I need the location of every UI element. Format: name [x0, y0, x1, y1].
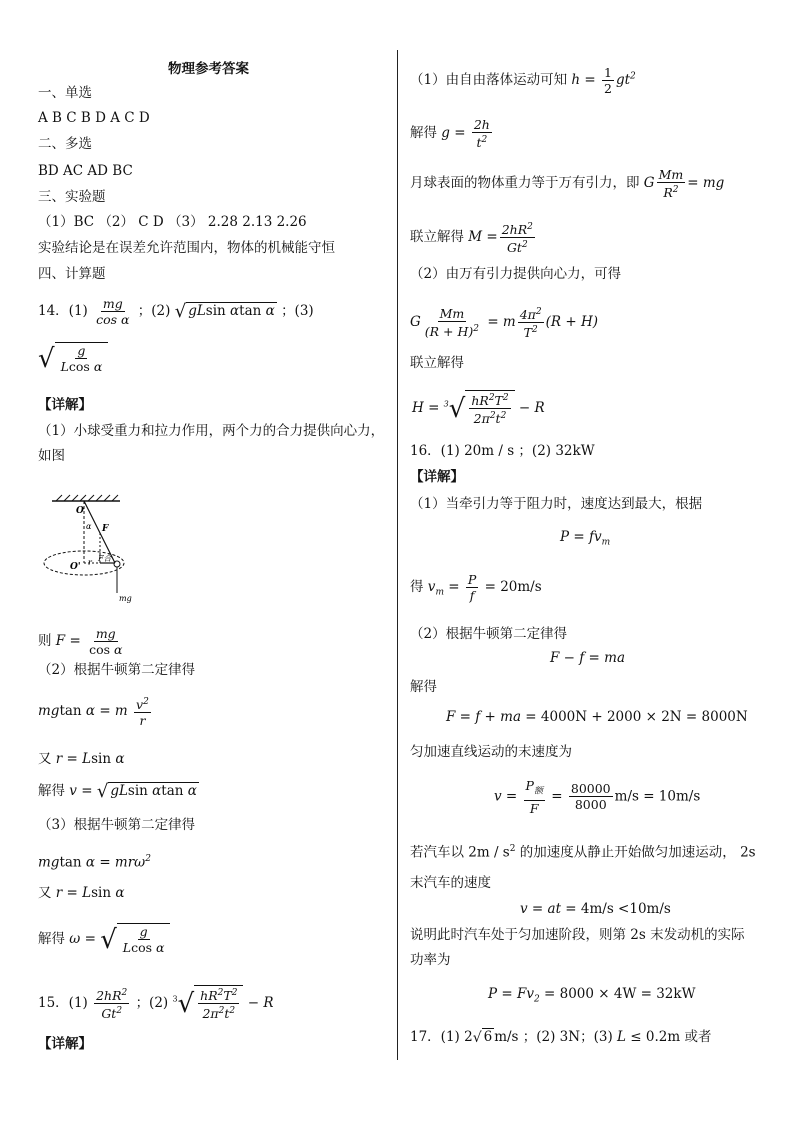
- q14-2-text: （2）根据牛顿第二定律得: [38, 662, 196, 678]
- single-choice-answers: A B C B D A C D: [38, 110, 150, 126]
- r-power-equation: $P = fv_m$: [560, 529, 611, 548]
- r-g-result: 解得 g = $\frac{2h}{t^2}$: [410, 117, 490, 151]
- equation-mgtan-mv2r: mgtan α = m $\frac{v^2}{r}$: [38, 697, 149, 729]
- section-calculation: 四、计算题: [38, 266, 106, 282]
- r-vm-result: 得 $v_m$ = $\frac{P}{f}$ = 20m/s: [410, 572, 542, 603]
- q14-1-text: （1）小球受重力和拉力作用，两个力的合力提供向心力，: [38, 423, 385, 439]
- equation-omega-result: 解得 ω = √ $\frac{g}{\text{Lcos α}}$: [38, 923, 170, 955]
- r-accel-text: 若汽车以 $2m / s^2$ 的加速度从静止开始做匀加速运动， 2s: [410, 844, 756, 861]
- r-end-velocity-text: 匀加速直线运动的末速度为: [410, 744, 572, 760]
- experiment-answers: （1）BC （2） C D （3） 2.28 2.13 2.26: [38, 214, 307, 230]
- r-newton-equation: F − f = ma: [550, 650, 626, 666]
- svg-text:O': O': [70, 562, 81, 572]
- detail-heading-3: 【详解】: [410, 469, 464, 485]
- r-2s-velocity-equation: v = at = 4m/s <10m/s: [520, 901, 671, 917]
- detail-heading-1: 【详解】: [38, 397, 92, 413]
- column-divider: [397, 50, 398, 1060]
- q14-answer-line: 14．(1) $\frac{mg}{\text{cos α}}$ ；(2) √ gLsin αtan α ；(3): [38, 296, 314, 327]
- r-solve-text: 解得: [410, 679, 437, 695]
- detail-heading-2: 【详解】: [38, 1036, 92, 1052]
- equation-r-Lsin-1: 又 r = Lsin α: [38, 751, 125, 767]
- r-orbit-equation: G $\frac{Mm}{(R + H)^2}$ = m $\frac{4\pi^2}{T^2}$ (R + H): [410, 306, 599, 341]
- experiment-conclusion: 实验结论是在误差允许范围内，物体的机械能守恒: [38, 240, 335, 256]
- svg-text:r: r: [88, 558, 92, 567]
- r-mass-result: 联立解得 M = $\frac{2hR^2}{Gt^2}$: [410, 222, 533, 256]
- r-stage-text: 说明此时汽车处于匀加速阶段，则第 2s 末发动机的实际: [410, 927, 745, 943]
- svg-text:O: O: [76, 506, 84, 516]
- r-combine-text: 联立解得: [410, 355, 464, 371]
- formula-mg-over-cos: $\frac{mg}{\text{cos α}}$: [96, 296, 130, 327]
- section-experiment: 三、实验题: [38, 189, 106, 205]
- r-height-result: H = $^3$√ $\frac{hR^2T^2}{2\pi^2t^2}$ − R: [412, 390, 545, 426]
- r-newton-text: （2）根据牛顿第二定律得: [410, 626, 568, 642]
- q14-3-text: （3）根据牛顿第二定律得: [38, 817, 196, 833]
- q14-1-text2: 如图: [38, 448, 65, 464]
- r-free-fall-line: （1）由自由落体运动可知 h = $\frac{1}{2}$ $gt^2$: [410, 65, 636, 96]
- section-multi-choice: 二、多选: [38, 136, 92, 152]
- formula-sqrt-gLsintan: gLsin αtan α: [188, 303, 275, 319]
- r-gravity-equals: 月球表面的物体重力等于万有引力，即 G $\frac{Mm}{R^2}$ = mg: [410, 167, 725, 201]
- svg-text:mg: mg: [119, 594, 132, 603]
- r-force-result: F = f + ma = 4000N + 2000 × 2N = 8000N: [446, 709, 748, 725]
- q15-answer-line: 15．(1) $\frac{2hR^2}{Gt^2}$ ；(2) $^3$√ $\frac{hR^2T^2}{2\pi^2t^2}$ − R: [38, 985, 274, 1021]
- q14-answer3: √ $\frac{g}{\text{Lcos α}}$: [38, 342, 108, 374]
- svg-text:F: F: [102, 524, 109, 534]
- section-single-choice: 一、单选: [38, 85, 92, 101]
- equation-r-Lsin-2: 又 r = Lsin α: [38, 885, 125, 901]
- page-title: 物理参考答案: [168, 61, 249, 77]
- conical-pendulum-figure: [40, 493, 170, 608]
- r-max-speed-text: （1）当牵引力等于阻力时，速度达到最大，根据: [410, 496, 703, 512]
- multi-choice-answers: BD AC AD BC: [38, 163, 133, 179]
- svg-text:α: α: [86, 522, 92, 531]
- equation-v-result: 解得 v = √ gLsin αtan α: [38, 780, 197, 802]
- r-actual-power-equation: $P = Fv_2 = 8000 \times 4W = 32kW$: [488, 986, 696, 1005]
- equation-mgtan-mrw2: mgtan α = mrω$^2$: [38, 854, 151, 871]
- svg-text:F合: F合: [98, 554, 112, 563]
- q14-then-line: 则 F = $\frac{mg}{\text{cos α}}$: [38, 626, 123, 657]
- q17-answer-line: 17．(1) 2√ 6 m/s ；(2) 3N；(3) L ≤ 0.2m 或者: [410, 1029, 712, 1046]
- r-2s-velocity-text: 末汽车的速度: [410, 875, 491, 891]
- r-centripetal-text: （2）由万有引力提供向心力，可得: [410, 266, 622, 282]
- r-power-text: 功率为: [410, 952, 451, 968]
- q16-answer-line: 16．(1) 20m / s ；(2) 32kW: [410, 443, 595, 459]
- r-end-velocity-equation: v = $\frac{P_额}{F}$ = $\frac{80000}{8000}$ m/s = 10m/s: [494, 778, 701, 816]
